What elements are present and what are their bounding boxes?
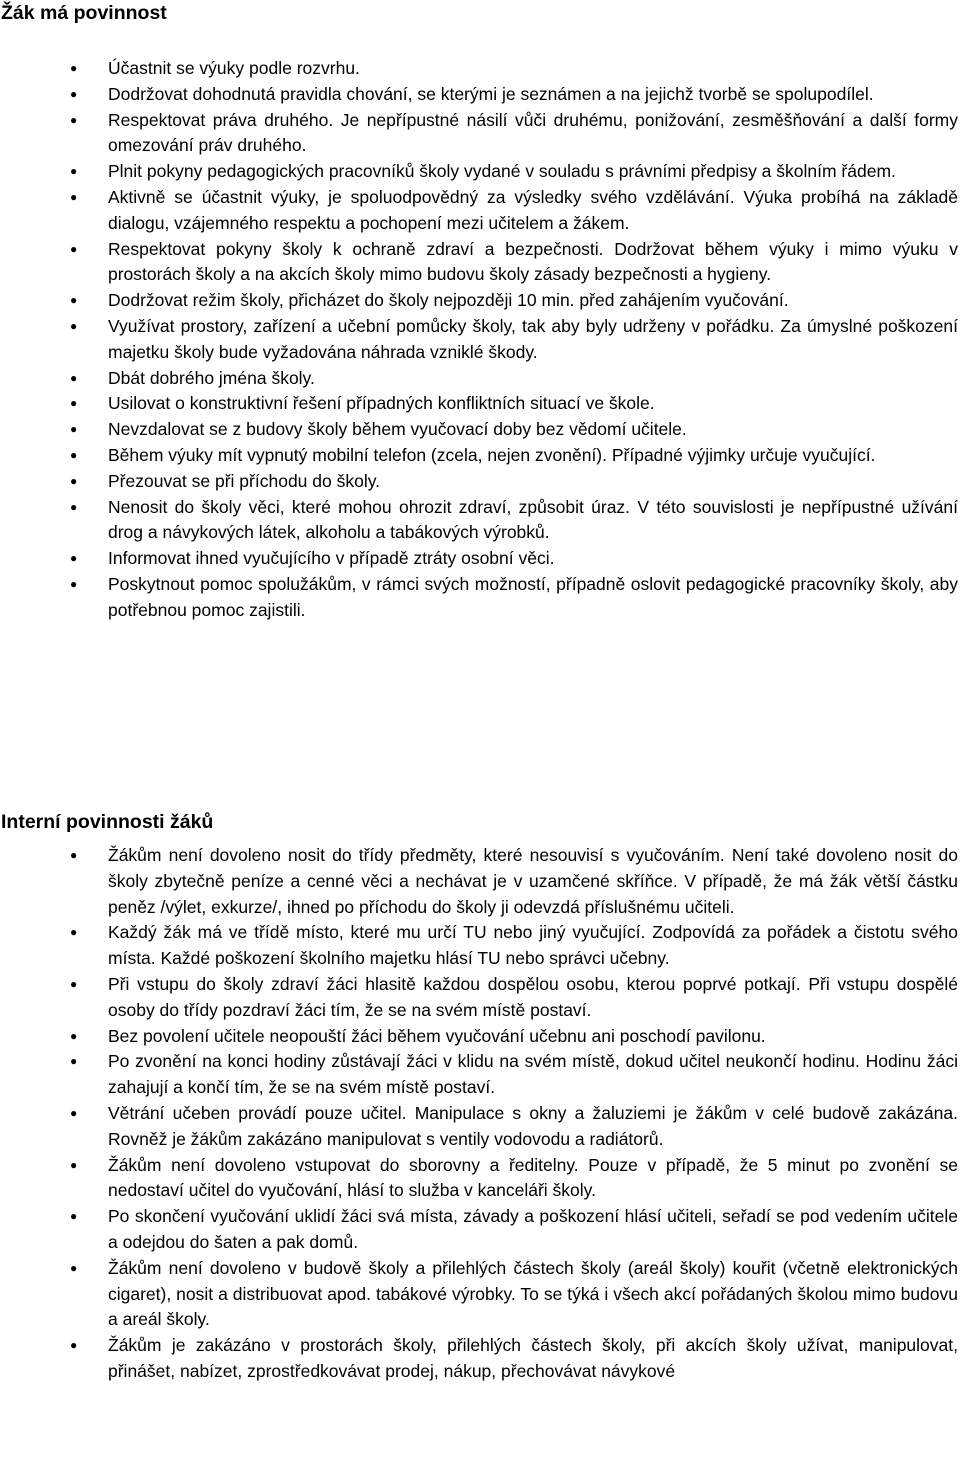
list-item [0,972,960,1024]
bullet-dot-icon: ● [70,422,78,437]
list-item [0,185,960,237]
list-item [0,1049,960,1101]
bullet-dot-icon: ● [70,848,78,862]
list-item [0,108,960,160]
list-item-text: Žákům je zakázáno v prostorách školy, přilehlých částech školy, při akcích školy užívat, manipulovat, přinášet, nabízet, zprostředkovávat prodej, nákup, přechovávat návykové [108,1335,958,1381]
bullet-dot-icon: ● [70,551,78,566]
list-item [0,443,960,469]
bullet-dot-icon: ● [70,576,78,591]
list-item [0,1333,960,1385]
list-item-text: Dodržovat režim školy, přicházet do školy nejpozději 10 min. před zahájením vyučování. [108,290,789,311]
bullet-dot-icon: ● [70,1338,78,1353]
list-item-text: Účastnit se výuky podle rozvrhu. [108,58,360,78]
list-item-text: Přezouvat se při příchodu do školy. [108,470,381,491]
list-item-text: Větrání učeben provádí pouze učitel. Manipulace s okny a žaluziemi je žákům v celé budově zakázána. Rovněž je žákům zakázáno manipulovat s ventily vodovodu a radiátorů. [108,1102,958,1149]
list-item [0,237,960,289]
list-item [0,1256,960,1333]
bullet-dot-icon: ● [70,164,78,179]
bullet-dot-icon: ● [70,241,78,256]
list-item [0,495,960,547]
list-item-text: Bez povolení učitele neopouští žáci během vyučování učebnu ani poschodí pavilonu. [108,1025,766,1046]
list-item [0,56,960,82]
bullet-dot-icon: ● [70,370,78,385]
section-heading-povinnosti: Žák má povinnost [1,2,167,24]
bullet-dot-icon: ● [70,189,78,204]
list-item [0,1153,960,1205]
list-item-text: Žákům není dovoleno v budově školy a přilehlých částech školy (areál školy) kouřit (včetně elektronických cigaret), nosit a distribuovat apod. tabákové výrobky. To se týká i všech akcí pořádaných školou mimo budovu a areál školy. [108,1257,958,1330]
list-item [0,417,960,443]
section-heading-interni-povinnosti: Interní povinnosti žáků [1,811,214,833]
bullet-dot-icon: ● [70,1260,78,1275]
bullet-dot-icon: ● [70,318,78,333]
internal-duties-list [0,843,960,1385]
list-item-text: Respektovat pokyny školy k ochraně zdraví a bezpečnosti. Dodržovat během výuky i mimo výuku v prostorách školy a na akcích školy mimo budovu školy zásady bezpečnosti a hygieny. [108,238,958,285]
bullet-dot-icon: ● [70,1157,78,1172]
bullet-dot-icon: ● [70,1054,78,1069]
list-item-text: Po skončení vyučování uklidí žáci svá místa, závady a poškození hlásí učiteli, seřadí se pod vedením učitele a odejdou do šaten a pak domů. [108,1206,958,1252]
list-item-text: Usilovat o konstruktivní řešení případných konfliktních situací ve škole. [108,393,655,414]
list-item-text: Informovat ihned vyučujícího v případě ztráty osobní věci. [108,548,555,569]
list-item-text: Každý žák má ve třídě místo, které mu určí TU nebo jiný vyučující. Zodpovídá za pořádek a čistotu svého místa. Každé poškození školního majetku hlásí TU nebo správci učebny. [108,922,958,969]
list-item-text: Respektovat práva druhého. Je nepřípustné násilí vůči druhému, ponižování, zesměšňování a další formy omezování práv druhého. [108,109,958,156]
list-item-text: Nevzdalovat se z budovy školy během vyučovací doby bez vědomí učitele. [108,419,687,440]
list-item [0,1024,960,1050]
bullet-dot-icon: ● [70,499,78,514]
list-item [0,469,960,495]
bullet-dot-icon: ● [70,473,78,488]
list-item-text: Po zvonění na konci hodiny zůstávají žáci v klidu na svém místě, dokud učitel neukončí hodinu. Hodinu žáci zahajují a končí tím, že se na svém místě postaví. [108,1051,958,1098]
bullet-dot-icon: ● [70,447,78,462]
list-item [0,366,960,392]
list-item-text: Dodržovat dohodnutá pravidla chování, se kterými je seznámen a na jejichž tvorbě se spolupodílel. [108,83,874,104]
bullet-dot-icon: ● [70,925,78,940]
bullet-dot-icon: ● [70,1209,78,1224]
list-item [0,82,960,108]
list-item-text: Žákům není dovoleno vstupovat do sborovny a ředitelny. Pouze v případě, že 5 minut po zvonění se nedostaví učitel do vyučování, hlásí to služba v kanceláři školy. [108,1154,958,1201]
list-item [0,546,960,572]
list-item [0,920,960,972]
list-item [0,1204,960,1256]
bullet-dot-icon: ● [70,86,78,101]
list-item [0,288,960,314]
list-item-text: Nenosit do školy věci, které mohou ohrozit zdraví, způsobit úraz. V této souvislosti je nepřípustné užívání drog a návykových látek, alkoholu a tabákových výrobků. [108,496,958,543]
bullet-dot-icon: ● [70,293,78,308]
list-item [0,843,960,920]
bullet-dot-icon: ● [70,61,78,75]
list-item-text: Využívat prostory, zařízení a učební pomůcky školy, tak aby byly udrženy v pořádku. Za úmyslné poškození majetku školy bude vyžadována náhrada vzniklé škody. [108,315,958,362]
bullet-dot-icon: ● [70,112,78,127]
list-item [0,1101,960,1153]
list-item-text: Poskytnout pomoc spolužákům, v rámci svých možností, případně oslovit pedagogické pracovníky školy, aby potřebnou pomoc zajistili. [108,573,958,620]
bullet-dot-icon: ● [70,396,78,411]
list-item-text: Dbát dobrého jména školy. [108,367,315,388]
bullet-dot-icon: ● [70,1105,78,1120]
list-item [0,391,960,417]
list-item [0,314,960,366]
duties-list [0,56,960,624]
list-item-text: Při vstupu do školy zdraví žáci hlasitě každou dospělou osobu, kterou poprvé potkají. Při vstupu dospělé osoby do třídy pozdraví žáci tím, že se na svém místě postaví. [108,973,958,1020]
list-item [0,572,960,624]
bullet-dot-icon: ● [70,1028,78,1043]
list-item-text: Žákům není dovoleno nosit do třídy předměty, které nesouvisí s vyučováním. Není také dovoleno nosit do školy zbytečně peníze a cenné věci a nechávat je v uzamčené skříňce. V případě, že má žák větší částku peněz /výlet, exkurze/, ihned po příchodu do školy ji odevzdá příslušnému učiteli. [108,845,958,917]
list-item [0,159,960,185]
list-item-text: Aktivně se účastnit výuky, je spoluodpovědný za výsledky svého vzdělávání. Výuka probíhá na základě dialogu, vzájemného respektu a pochopení mezi učitelem a žákem. [108,186,958,233]
list-item-text: Během výuky mít vypnutý mobilní telefon (zcela, nejen zvonění). Případné výjimky určuje vyučující. [108,444,876,465]
bullet-dot-icon: ● [70,976,78,991]
list-item-text: Plnit pokyny pedagogických pracovníků školy vydané v souladu s právními předpisy a školním řádem. [108,161,896,182]
